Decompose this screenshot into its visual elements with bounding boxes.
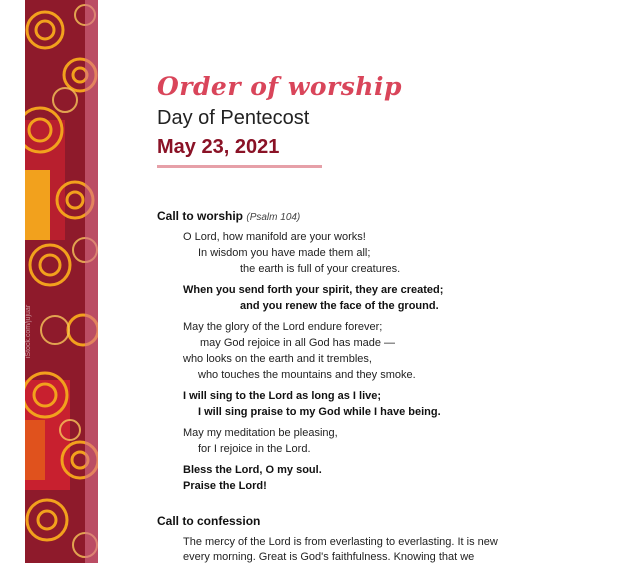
liturgy-line: May my meditation be pleasing, — [183, 427, 338, 439]
call-to-confession-heading: Call to confession — [157, 514, 261, 528]
response-line: I will sing praise to my God while I have being. — [198, 406, 441, 418]
response-line: Bless the Lord, O my soul. — [183, 464, 322, 476]
liturgy-line: may God rejoice in all God has made — — [200, 337, 396, 349]
liturgy-line: the earth is full of your creatures. — [240, 263, 401, 275]
liturgy-line: O Lord, how manifold are your works! — [183, 231, 366, 243]
response-line: and you renew the face of the ground. — [240, 300, 439, 312]
liturgy-line: who looks on the earth and it trembles, — [183, 353, 372, 365]
title-divider — [157, 165, 322, 168]
service-date: May 23, 2021 — [157, 136, 280, 158]
service-subtitle: Day of Pentecost — [157, 107, 310, 129]
response-line: When you send forth your spirit, they are created; — [183, 284, 444, 296]
call-to-worship-heading: Call to worship (Psalm 104) — [157, 209, 301, 223]
response-line: Praise the Lord! — [183, 480, 267, 492]
decorative-swirl-band — [25, 0, 98, 563]
liturgy-line: In wisdom you have made them all; — [198, 247, 371, 259]
photo-credit: iStock.com/jujuar — [25, 304, 33, 359]
liturgy-line: May the glory of the Lord endure forever; — [183, 321, 383, 333]
liturgy-line: The mercy of the Lord is from everlasting to everlasting. It is new — [183, 536, 498, 548]
psalm-reference: (Psalm 104) — [246, 212, 301, 223]
liturgy-line: who touches the mountains and they smoke. — [198, 369, 416, 381]
liturgy-line: for I rejoice in the Lord. — [198, 443, 311, 455]
liturgy-line: every morning. Great is God's faithfulness. Knowing that we — [183, 551, 475, 563]
order-of-worship-title: Order of worship — [157, 72, 402, 101]
swirl-pattern-image — [25, 0, 98, 563]
response-line: I will sing to the Lord as long as I live; — [183, 390, 382, 402]
